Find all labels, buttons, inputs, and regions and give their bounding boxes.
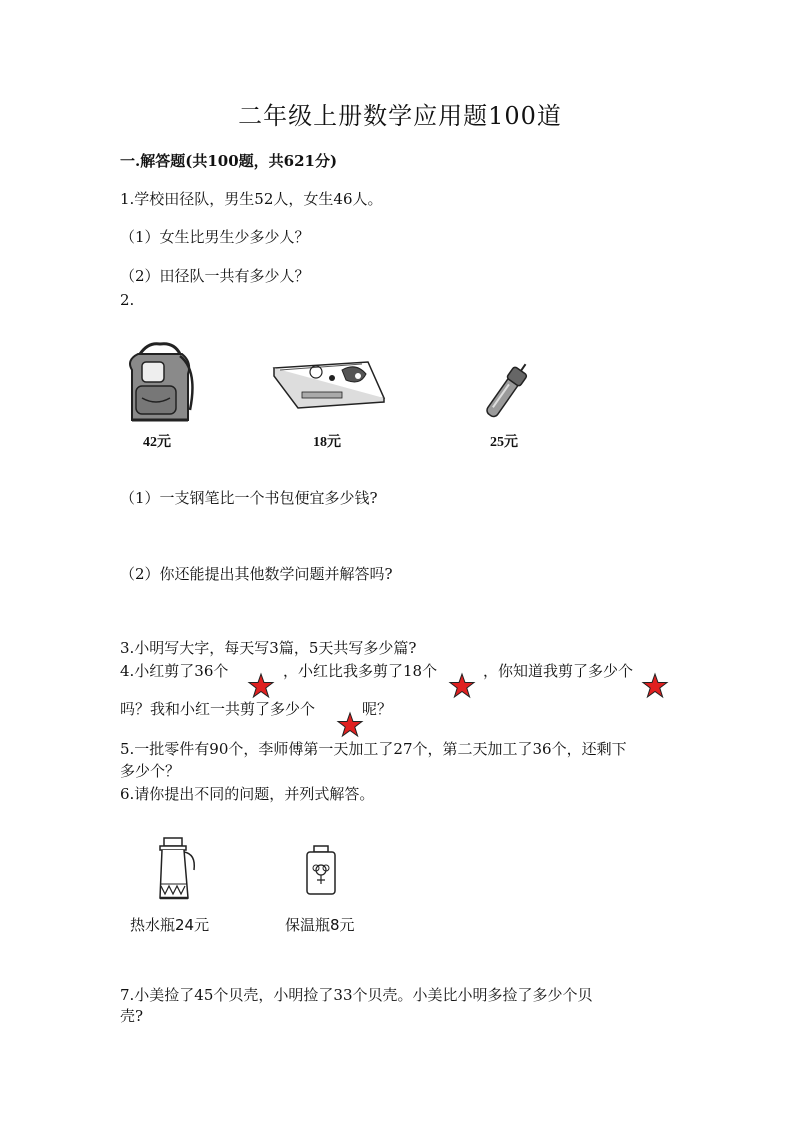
pen-icon [478, 362, 538, 420]
question-3: 3.小明写大字，每天写3篇，5天共写多少篇? [120, 639, 417, 657]
question-5-line-2: 多少个？ [120, 762, 181, 780]
question-4-part-1: 4.小红剪了36个 [120, 662, 229, 680]
thermos-bottle-icon [150, 836, 198, 902]
star-icon [449, 673, 475, 698]
pencil-case-icon [272, 358, 386, 408]
pencil-case-price: 18元 [313, 435, 341, 450]
question-2-sub-1: （1）一支钢笔比一个书包便宜多少钱? [120, 489, 378, 507]
pen-price: 25元 [490, 435, 518, 450]
question-2-sub-2: （2）你还能提出其他数学问题并解答吗? [120, 565, 393, 583]
question-6-stem: 6.请你提出不同的问题，并列式解答。 [120, 785, 375, 803]
question-4-part-5: 呢？ [362, 700, 393, 718]
backpack-price: 42元 [143, 435, 171, 450]
star-icon [337, 712, 363, 737]
question-1-sub-1: （1）女生比男生少多少人？ [120, 228, 310, 246]
question-4-part-3: ，你知道我剪了多少个 [483, 662, 634, 680]
question-2-number: 2. [120, 291, 135, 309]
thermos-bottle-caption: 热水瓶24元 [130, 916, 210, 934]
question-1-sub-2: （2）田径队一共有多少人？ [120, 267, 310, 285]
insulated-bottle-icon [304, 844, 338, 896]
question-1-stem: 1.学校田径队，男生52人，女生46人。 [120, 190, 383, 208]
question-7-line-1: 7.小美捡了45个贝壳，小明捡了33个贝壳。小美比小明多捡了多少个贝 [120, 986, 593, 1004]
page-title: 二年级上册数学应用题100道 [238, 102, 562, 130]
star-icon [248, 673, 274, 698]
star-icon [642, 673, 668, 698]
question-7-line-2: 壳? [120, 1007, 144, 1025]
section-heading: 一.解答题(共100题，共621分) [120, 152, 338, 170]
question-4-part-4: 吗？我和小红一共剪了多少个 [120, 700, 316, 718]
question-5-line-1: 5.一批零件有90个，李师傅第一天加工了27个，第二天加工了36个，还剩下 [120, 740, 627, 758]
backpack-icon [118, 340, 198, 428]
question-4-part-2: ，小红比我多剪了18个 [283, 662, 438, 680]
insulated-bottle-caption: 保温瓶8元 [285, 916, 355, 934]
